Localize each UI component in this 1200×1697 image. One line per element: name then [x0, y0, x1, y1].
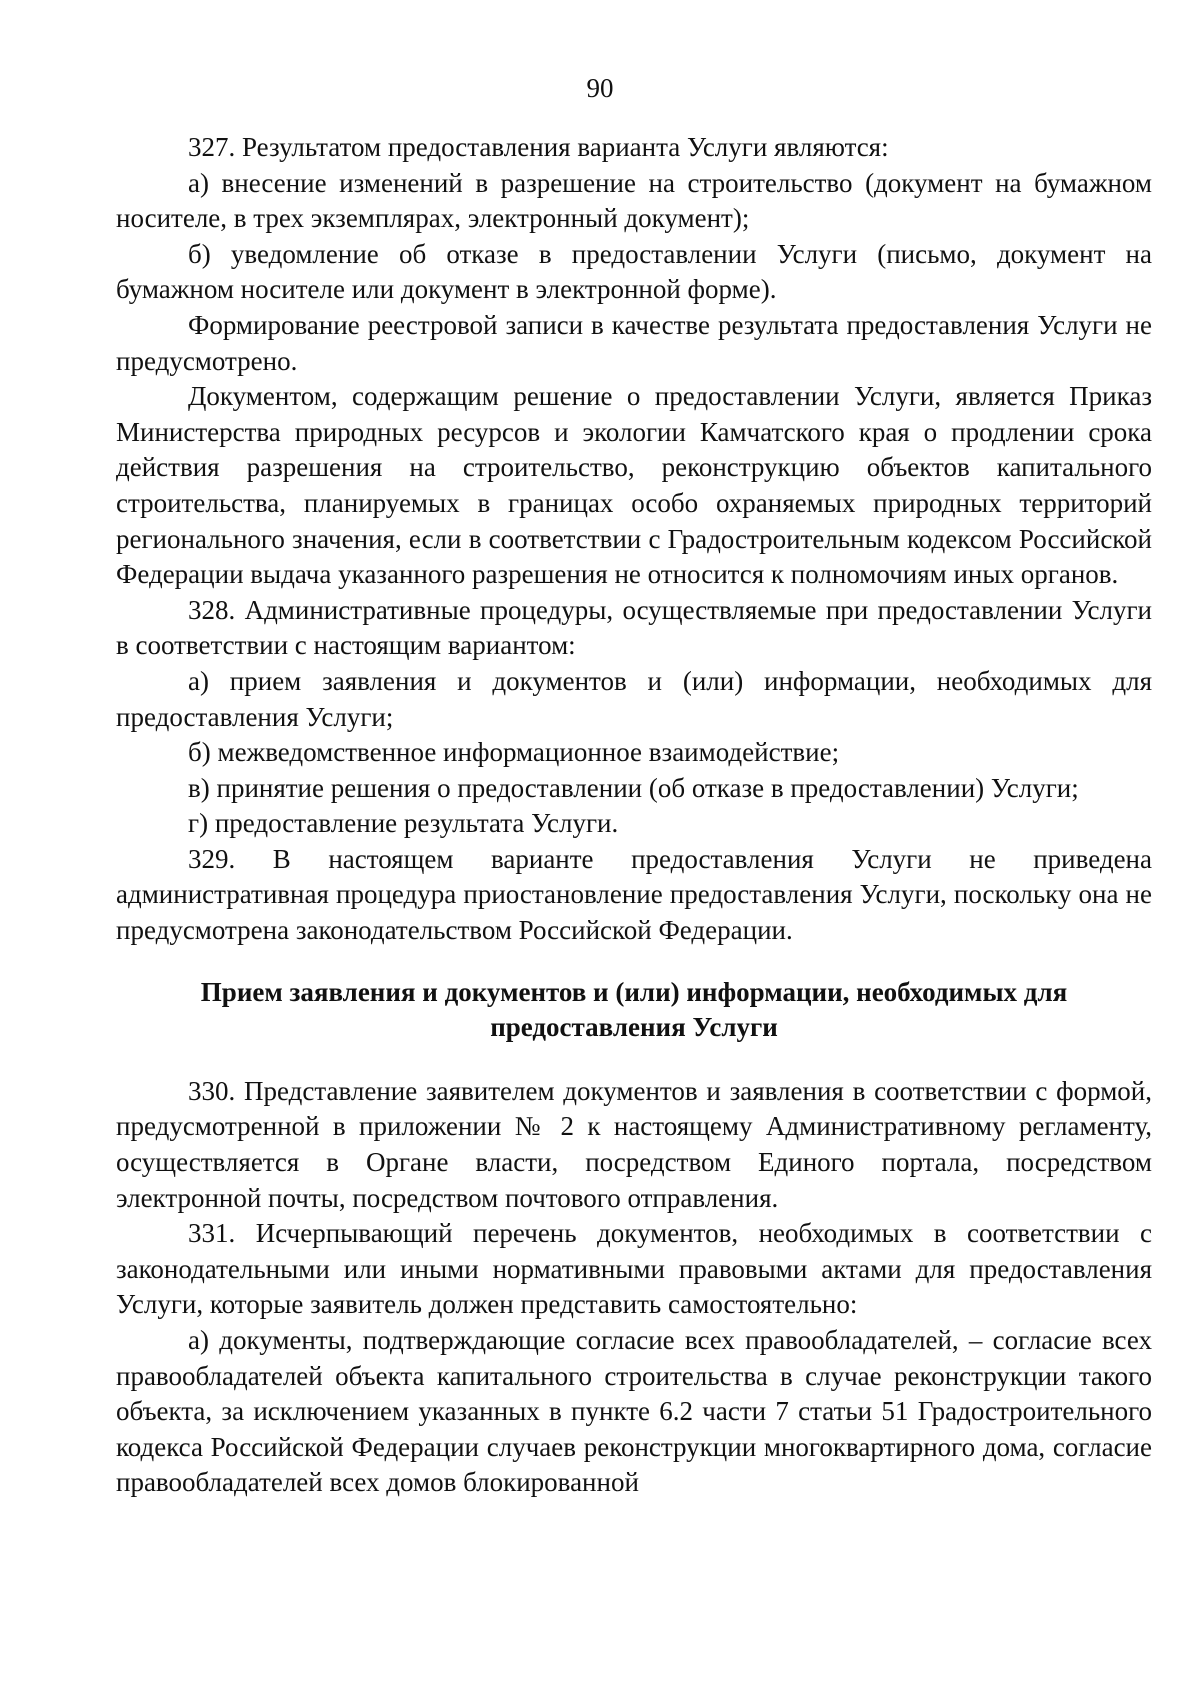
paragraph-331: 331. Исчерпывающий перечень документов, необходимых в соответствии с законодательными или иными нормативными правовыми актами для предоставления Услуги, которые заявитель должен представить самостоятельно:	[116, 1218, 1152, 1320]
paragraph-registry-record: Формирование реестровой записи в качестве результата предоставления Услуги не предусмотрено.	[116, 309, 1152, 376]
paragraph-decision-document: Документом, содержащим решение о предоставлении Услуги, является Приказ Министерства природных ресурсов и экологии Камчатского края о продлении срока действия разрешения на строительство, реконструкцию объектов капитального строительства, планируемых в границах особо охраняемых природных территорий регионального значения, если в соответствии с Градостроительным кодексом Российской Федерации выдача указанного разрешения не относится к полномочиям иных органов.	[116, 381, 1152, 590]
section-heading-line-2: предоставления Услуги	[490, 1012, 778, 1043]
page-number: 90	[586, 73, 614, 103]
paragraph-328: 328. Административные процедуры, осуществляемые при предоставлении Услуги в соответствии с настоящим вариантом:	[116, 594, 1152, 661]
paragraph-329: 329. В настоящем варианте предоставления Услуги не приведена административная процедура приостановление предоставления Услуги, поскольку она не предусмотрена законодательством Российской Федерации.	[116, 843, 1152, 946]
section-heading	[116, 975, 1152, 1046]
paragraph-327-item-b: б) уведомление об отказе в предоставлении Услуги (письмо, документ на бумажном носителе или документ в электронной форме).	[116, 238, 1152, 305]
paragraph-330: 330. Представление заявителем документов и заявления в соответствии с формой, предусмотренной в приложении № 2 к настоящему Административному регламенту, осуществляется в Органе власти, посредством Единого портала, посредством электронной почты, посредством почтового отправления.	[116, 1075, 1152, 1213]
document-body	[116, 130, 1152, 1501]
paragraph-331-item-a: а) документы, подтверждающие согласие всех правообладателей, – согласие всех правообладателей объекта капитального строительства в случае реконструкции такого объекта, за исключением указанных в пункте 6.2 части 7 статьи 51 Градостроительного кодекса Российской Федерации случаев реконструкции многоквартирного дома, согласие правообладателей всех домов блокированной	[116, 1325, 1152, 1498]
paragraph-327: 327. Результатом предоставления варианта Услуги являются:	[188, 132, 889, 162]
paragraph-327-item-a: а) внесение изменений в разрешение на строительство (документ на бумажном носителе, в трех экземплярах, электронный документ);	[116, 167, 1152, 234]
paragraph-328-item-v: в) принятие решения о предоставлении (об отказе в предоставлении) Услуги;	[188, 772, 1079, 803]
paragraph-328-item-g: г) предоставление результата Услуги.	[188, 808, 619, 839]
paragraph-328-item-b: б) межведомственное информационное взаимодействие;	[188, 737, 840, 768]
paragraph-328-item-a: а) прием заявления и документов и (или) информации, необходимых для предоставления Услуги;	[116, 665, 1152, 732]
section-heading-line-1: Прием заявления и документов и (или) информации, необходимых для	[200, 976, 1068, 1007]
